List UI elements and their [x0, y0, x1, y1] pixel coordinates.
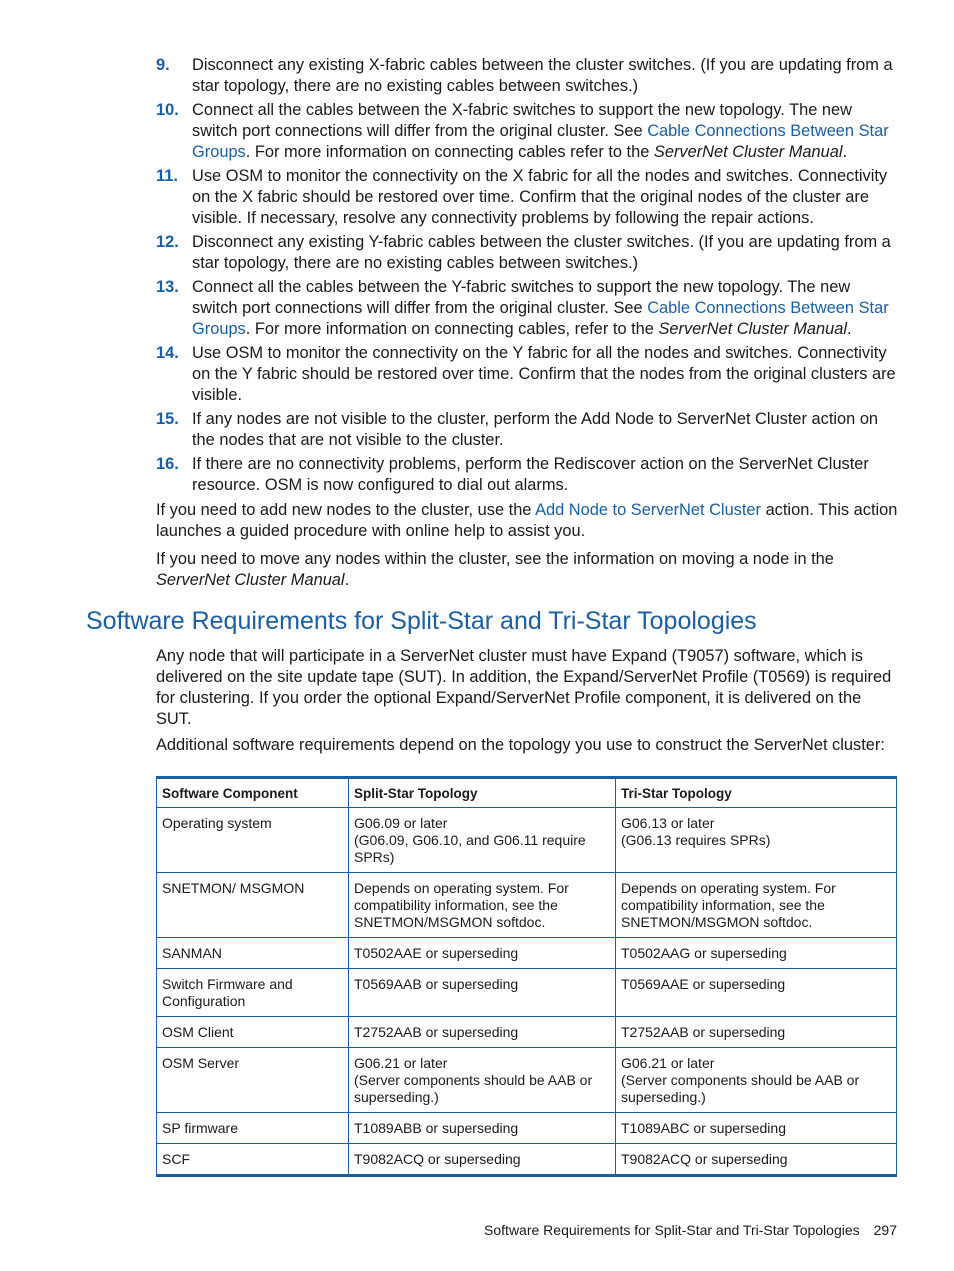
step-text: [192, 167, 887, 227]
para-text: .: [344, 571, 350, 589]
step-text: [192, 344, 896, 404]
step-text-run: Connect all the cables between the Y-fabric switches to support the new topology. The new switch port connections will differ from the original cluster. See: [192, 278, 851, 317]
footer-title: Software Requirements for Split-Star and Tri-Star Topologies: [484, 1222, 860, 1238]
tri-star-cell: [616, 938, 897, 969]
step-text: [192, 278, 889, 338]
step-item: [156, 454, 898, 496]
tri-star-cell: [616, 969, 897, 1017]
split-star-cell: [349, 808, 616, 873]
manual-reference: ServerNet Cluster Manual: [658, 320, 848, 338]
cell-line: (G06.13 requires SPRs): [621, 832, 771, 848]
component-cell: OSM Server: [157, 1048, 349, 1113]
cell-line: T0569AAB or superseding: [354, 976, 519, 992]
step-number: 12.: [156, 233, 179, 251]
table-row: [157, 873, 897, 938]
step-item: [156, 166, 898, 229]
cell-line: T0502AAE or superseding: [354, 945, 519, 961]
section-heading: Software Requirements for Split-Star and Tri-Star Topologies: [86, 607, 757, 635]
step-text: [192, 410, 878, 449]
step-item: [156, 409, 898, 451]
step-item: [156, 232, 898, 274]
move-node-paragraph: [156, 549, 898, 591]
step-item: [156, 343, 898, 406]
step-text-run: .: [842, 143, 848, 161]
table-row: [157, 1113, 897, 1144]
cable-connections-link[interactable]: Cable Connections Between Star Groups: [192, 122, 889, 161]
split-star-cell: [349, 1113, 616, 1144]
split-star-cell: [349, 969, 616, 1017]
split-star-cell: [349, 938, 616, 969]
cable-connections-link[interactable]: Cable Connections Between Star Groups: [192, 299, 889, 338]
table-row: [157, 938, 897, 969]
cell-line: T9082ACQ or superseding: [621, 1151, 788, 1167]
cell-line: G06.21 or later: [354, 1055, 448, 1071]
manual-reference: ServerNet Cluster Manual: [653, 143, 843, 161]
header-split-star: Split-Star Topology: [349, 778, 616, 808]
header-tri-star: Tri-Star Topology: [616, 778, 897, 808]
table-row: [157, 969, 897, 1017]
split-star-cell: [349, 873, 616, 938]
table-header-row: [157, 778, 897, 808]
table-row: [157, 808, 897, 873]
software-requirements-table: [156, 776, 897, 1177]
step-text-run: If any nodes are not visible to the cluster, perform the Add Node to ServerNet Cluster action on the nodes that are not visible to the cluster.: [192, 410, 879, 449]
split-star-cell: [349, 1017, 616, 1048]
cell-line: (Server components should be AAB or superseding.): [621, 1072, 860, 1105]
page-number: 297: [873, 1222, 897, 1238]
cell-line: G06.21 or later: [621, 1055, 715, 1071]
step-number: 9.: [156, 56, 170, 74]
step-number: 14.: [156, 344, 179, 362]
step-text-run: Disconnect any existing X-fabric cables between the cluster switches. (If you are updating from a star topology, there are no existing cables between switches.): [192, 56, 893, 95]
tri-star-cell: [616, 1048, 897, 1113]
cell-line: G06.13 or later: [621, 815, 715, 831]
add-node-link[interactable]: Add Node to ServerNet Cluster: [535, 501, 762, 519]
cell-line: G06.09 or later: [354, 815, 448, 831]
tri-star-cell: [616, 1144, 897, 1176]
step-text: [192, 233, 891, 272]
split-star-cell: [349, 1144, 616, 1176]
tri-star-cell: [616, 1113, 897, 1144]
step-text-run: Use OSM to monitor the connectivity on the Y fabric for all the nodes and switches. Connectivity on the Y fabric should be restored over time. Confirm that the nodes from the original clusters are visible.: [192, 344, 896, 404]
step-text: [192, 101, 889, 161]
step-item: [156, 55, 898, 97]
cell-line: (Server components should be AAB or superseding.): [354, 1072, 593, 1105]
component-cell: Switch Firmware and Configuration: [157, 969, 349, 1017]
step-number: 16.: [156, 455, 179, 473]
step-number: 10.: [156, 101, 179, 119]
tri-star-cell: [616, 873, 897, 938]
cell-line: T0502AAG or superseding: [621, 945, 787, 961]
step-number: 13.: [156, 278, 179, 296]
step-text-run: Disconnect any existing Y-fabric cables between the cluster switches. (If you are updating from a star topology, there are no existing cables between switches.): [192, 233, 891, 272]
cell-line: Depends on operating system. For compatibility information, see the SNETMON/MSGMON softdoc.: [354, 880, 569, 930]
step-text: [192, 455, 869, 494]
tri-star-cell: [616, 1017, 897, 1048]
para-text: If you need to add new nodes to the cluster, use the: [156, 501, 536, 519]
component-cell: Operating system: [157, 808, 349, 873]
table-row: [157, 1144, 897, 1176]
cell-line: T1089ABB or superseding: [354, 1120, 519, 1136]
cell-line: T0569AAE or superseding: [621, 976, 786, 992]
intro-paragraph: Any node that will participate in a ServerNet cluster must have Expand (T9057) software, which is delivered on the site update tape (SUT). In addition, the Expand/ServerNet Profile (T0569) is required for clustering. If you order the optional Expand/ServerNet Profile component, it is delivered on the SUT.: [156, 647, 892, 728]
step-text-run: . For more information on connecting cables refer to the: [245, 143, 654, 161]
cell-line: T2752AAB or superseding: [354, 1024, 519, 1040]
table-row: [157, 1017, 897, 1048]
para-text: If you need to move any nodes within the cluster, see the information on moving a node in the: [156, 550, 834, 568]
table-row: [157, 1048, 897, 1113]
step-text-run: If there are no connectivity problems, perform the Rediscover action on the ServerNet Cluster resource. OSM is now configured to dial out alarms.: [192, 455, 869, 494]
procedure-steps: [156, 55, 898, 499]
cell-line: T1089ABC or superseding: [621, 1120, 786, 1136]
step-text-run: . For more information on connecting cables, refer to the: [245, 320, 659, 338]
step-number: 11.: [156, 167, 178, 185]
manual-reference: ServerNet Cluster Manual: [156, 571, 345, 589]
cell-line: T9082ACQ or superseding: [354, 1151, 521, 1167]
component-cell: SNETMON/ MSGMON: [157, 873, 349, 938]
cell-line: T2752AAB or superseding: [621, 1024, 786, 1040]
step-text-run: Use OSM to monitor the connectivity on the X fabric for all the nodes and switches. Connectivity on the X fabric should be restored over time. Confirm that the original nodes of the cluster are visible. If necessary, resolve any connectivity problems by following the repair actions.: [192, 167, 888, 227]
table-intro-paragraph: Additional software requirements depend on the topology you use to construct the ServerNet cluster:: [156, 736, 885, 754]
page-footer: [484, 1222, 897, 1238]
cell-line: (G06.09, G06.10, and G06.11 require SPRs): [354, 832, 586, 865]
component-cell: SANMAN: [157, 938, 349, 969]
header-software-component: Software Component: [157, 778, 349, 808]
component-cell: OSM Client: [157, 1017, 349, 1048]
cell-line: Depends on operating system. For compatibility information, see the SNETMON/MSGMON softdoc.: [621, 880, 836, 930]
step-text-run: Connect all the cables between the X-fabric switches to support the new topology. The new switch port connections will differ from the original cluster. See: [192, 101, 852, 140]
add-node-paragraph: [156, 500, 898, 542]
step-text: [192, 56, 893, 95]
split-star-cell: [349, 1048, 616, 1113]
para-text: action. This action launches a guided procedure with online help to assist you.: [156, 501, 898, 540]
step-item: [156, 277, 898, 340]
component-cell: SCF: [157, 1144, 349, 1176]
component-cell: SP firmware: [157, 1113, 349, 1144]
step-item: [156, 100, 898, 163]
step-number: 15.: [156, 410, 179, 428]
tri-star-cell: [616, 808, 897, 873]
step-text-run: .: [847, 320, 852, 338]
